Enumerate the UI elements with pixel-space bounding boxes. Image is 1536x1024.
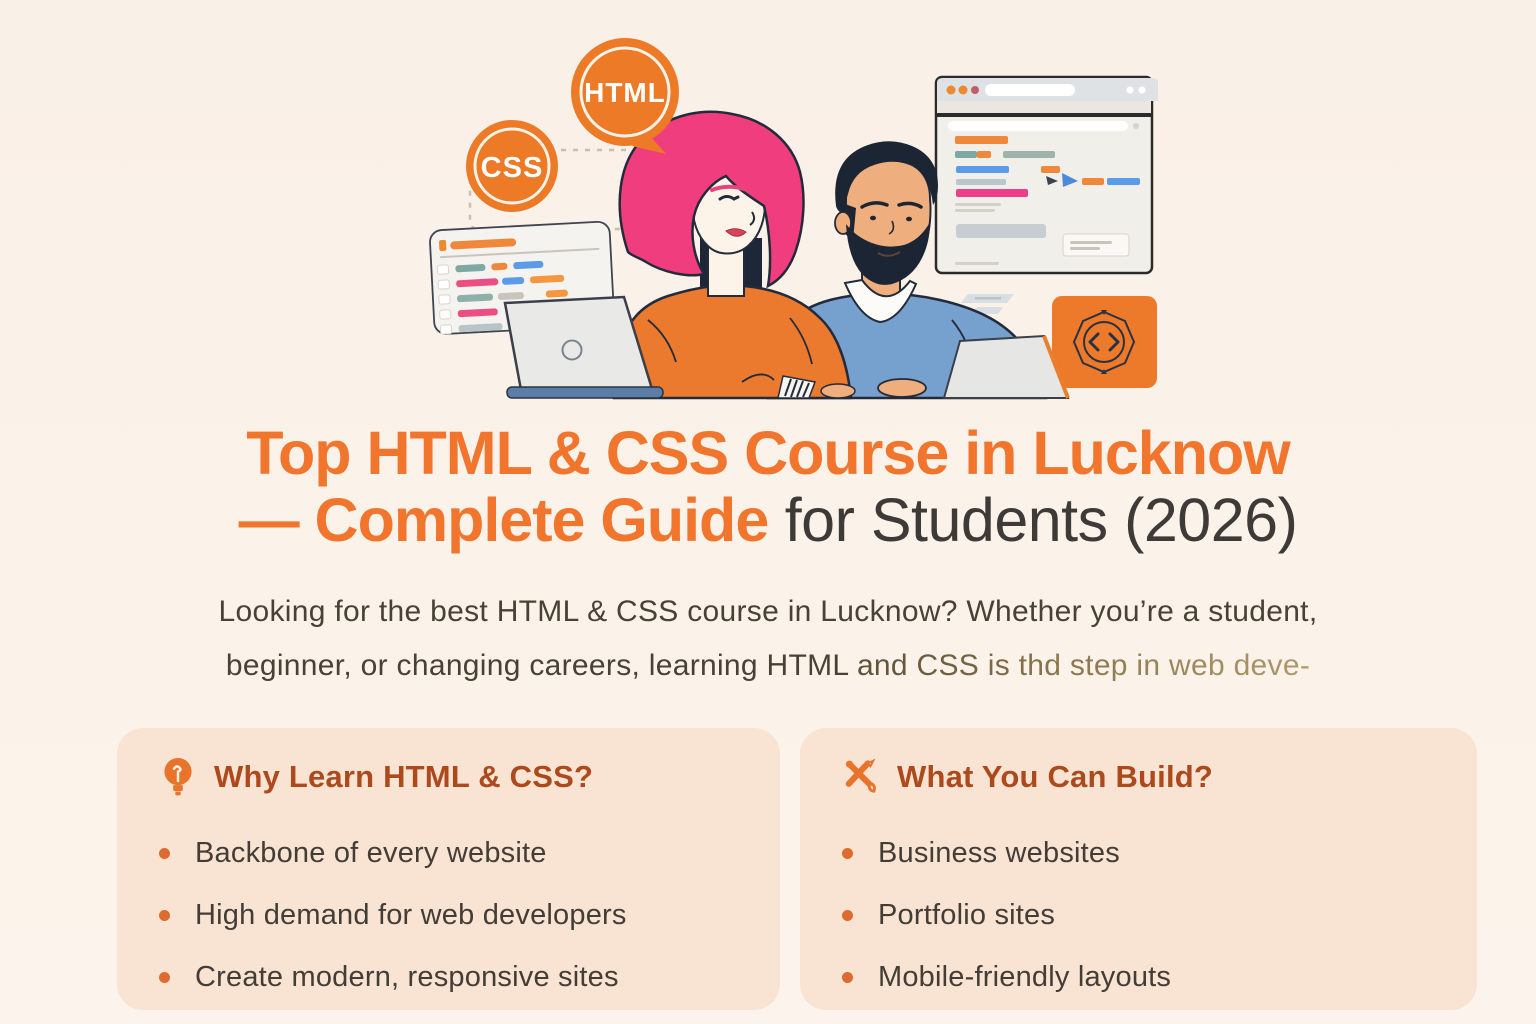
- bullet-text: High demand for web developers: [195, 898, 627, 931]
- bullet-dot: [842, 910, 853, 921]
- bullet-dot: [842, 972, 853, 983]
- page-title: [0, 420, 1536, 554]
- card-title-row: [159, 756, 740, 798]
- page-title-line2: [0, 487, 1536, 554]
- list-item: [159, 884, 740, 946]
- bullet-dot: [159, 848, 170, 859]
- list-item: [842, 884, 1437, 946]
- man-hand: [878, 379, 926, 397]
- intro-line2-dark: beginner, or changing careers, learning HTML: [225, 649, 857, 682]
- bullet-list: [842, 822, 1437, 1008]
- list-item: [159, 946, 740, 1008]
- page-title-line1: [0, 420, 1536, 487]
- css-badge-label: CSS: [480, 152, 544, 184]
- intro-line2-faded: and CSS is thd step in web deve-: [856, 649, 1311, 682]
- woman-illustration: [614, 112, 851, 398]
- bullet-text: Create modern, responsive sites: [195, 960, 619, 993]
- bullet-dot: [842, 848, 853, 859]
- title-orange-text: Top HTML & CSS Course in Lucknow: [246, 419, 1290, 487]
- browser-window: [936, 77, 1158, 273]
- card-title: Why Learn HTML & CSS?: [214, 759, 594, 794]
- bullet-text: Business websites: [878, 836, 1120, 869]
- bullet-list: [159, 822, 740, 1008]
- html-badge-label: HTML: [584, 77, 666, 108]
- css-badge: [466, 120, 558, 212]
- hand: [821, 384, 855, 398]
- list-item: [842, 946, 1437, 1008]
- bullet-dot: [159, 910, 170, 921]
- bullet-text: Portfolio sites: [878, 898, 1056, 931]
- bullet-text: Mobile-friendly layouts: [878, 960, 1172, 993]
- title-dark-text: for Students (2026): [768, 486, 1298, 554]
- hero-illustration: [425, 10, 1165, 400]
- intro-line2: [0, 639, 1536, 693]
- crossed-tools-icon: [842, 756, 880, 798]
- code-box-icon: [1052, 296, 1157, 388]
- browser-dot: [947, 86, 956, 95]
- lightbulb-icon: [159, 756, 197, 798]
- title-orange-text2: — Complete Guide: [238, 486, 769, 554]
- intro-paragraph: [0, 585, 1536, 693]
- intro-line1: Looking for the best HTML & CSS course in Lucknow? Whether you’re a student,: [218, 595, 1318, 628]
- card-why-learn: [117, 728, 780, 1010]
- list-item: [159, 822, 740, 884]
- card-title-row: [842, 756, 1437, 798]
- bullet-text: Backbone of every website: [195, 836, 547, 869]
- laptop-man: [944, 336, 1068, 398]
- bullet-dot: [159, 972, 170, 983]
- card-title: What You Can Build?: [897, 759, 1214, 794]
- card-what-build: [800, 728, 1477, 1010]
- list-item: [842, 822, 1437, 884]
